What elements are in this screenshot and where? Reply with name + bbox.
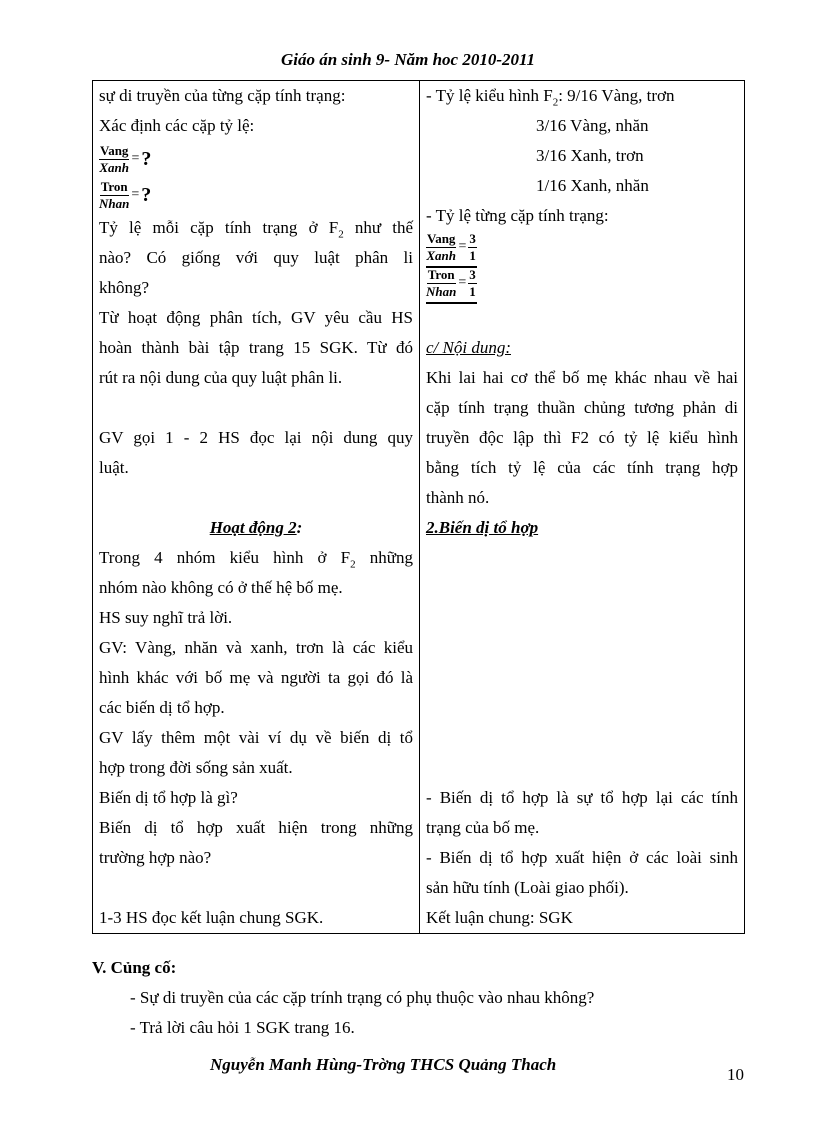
fraction-denominator: Nhan — [99, 195, 130, 211]
content-title: c/ Nội dung: — [426, 338, 511, 357]
left-line: không? — [99, 278, 150, 297]
section-2-heading: 2.Biến dị tổ hợp — [426, 518, 539, 537]
ratio-answer-tron-nhan: $\frac{\text{Tron}}{\text{Nhan}}$ = $\frac{3}{1}$ — [426, 267, 738, 303]
ratio-answer-vang-xanh: $\frac{\text{Vang}}{\text{Xanh}}$ = $\frac{3}{1}$ — [426, 231, 738, 267]
right-line: 3/16 Vàng, nhăn — [536, 116, 649, 135]
fraction-denominator: Xanh — [99, 159, 130, 175]
right-line: - Tỷ lệ kiểu hình $F_2$: 9/16 Vàng, trơn — [426, 86, 675, 109]
right-line: thành nó. — [426, 488, 490, 507]
left-line: Tỷ lệ mỗi cặp tính trạng ở $F_2$ như thế — [99, 218, 414, 241]
fraction-numerator: Tron — [427, 266, 455, 282]
page-header: Giáo án sinh 9- Năm hoc 2010-2011 — [280, 50, 536, 69]
consolidation-item: - Trả lời câu hỏi 1 SGK trang 16. — [130, 1018, 355, 1037]
right-line: Kết luận chung: SGK — [426, 908, 573, 927]
activity-2-heading: Hoạt động 2: — [209, 518, 303, 537]
right-line: - Biến dị tổ hợp là sự tổ hợp lại các tính — [426, 788, 738, 807]
left-line: 1-3 HS đọc kết luận chung SGK. — [99, 908, 324, 927]
lesson-table — [92, 80, 745, 934]
fraction-denominator: Nhan — [426, 283, 457, 299]
left-line: luật. — [99, 458, 129, 477]
left-line: nào? Có giống với quy luật phân li — [99, 248, 413, 267]
fraction-numerator: 3 — [469, 266, 476, 282]
right-line: 1/16 Xanh, nhăn — [536, 176, 649, 195]
right-line: truyền độc lập thì F2 có tỷ lệ kiểu hình — [426, 428, 738, 447]
left-line: GV gọi 1 - 2 HS đọc lại nội dung quy — [99, 428, 413, 447]
left-line: GV lấy thêm một vài ví dụ về biến dị tổ — [99, 728, 413, 747]
right-line: Khi lai hai cơ thể bố mẹ khác nhau về hai — [426, 368, 738, 387]
fraction-numerator: 3 — [469, 230, 476, 246]
consolidation-title: V. Củng cố: — [92, 958, 177, 977]
page-number: 10 — [727, 1065, 744, 1084]
right-line: cặp tính trạng thuần chủng tương phản di — [426, 398, 738, 417]
right-line: bằng tích tỷ lệ của các tính trạng hợp — [426, 458, 738, 477]
left-line: HS suy nghĩ trả lời. — [99, 608, 233, 627]
left-line: hoàn thành bài tập trang 15 SGK. Từ đó — [99, 338, 413, 357]
fraction-denominator: Xanh — [426, 247, 457, 263]
right-line: sản hữu tính (Loài giao phối). — [426, 878, 629, 897]
page-footer: Nguyễn Manh Hùng-Trờng THCS Quảng Thach — [210, 1055, 557, 1074]
fraction-numerator: Vang — [100, 142, 129, 158]
left-line: Từ hoạt động phân tích, GV yêu cầu HS — [99, 308, 413, 327]
left-line: hợp trong đời sống sản xuất. — [99, 758, 293, 777]
right-column — [420, 81, 745, 934]
right-line: 3/16 Xanh, trơn — [536, 146, 644, 165]
fraction-numerator: Tron — [100, 178, 128, 194]
right-line: trạng của bố mẹ. — [426, 818, 540, 837]
right-line: - Tỷ lệ từng cặp tính trạng: — [426, 206, 609, 225]
left-line: Biến dị tổ hợp xuất hiện trong những — [99, 818, 413, 837]
fraction-denominator: 1 — [469, 283, 476, 299]
ratio-question-vang-xanh: $\frac{\text{Vang}}{\text{Xanh}}$ = ? — [99, 142, 152, 175]
left-column — [93, 81, 420, 934]
left-line: nhóm nào không có ở thế hệ bố mẹ. — [99, 578, 343, 597]
fraction-denominator: 1 — [469, 247, 476, 263]
left-line: GV: Vàng, nhăn và xanh, trơn là các kiểu — [99, 638, 413, 657]
consolidation-item: - Sự di truyền của các cặp trính trạng có phụ thuộc vào nhau không? — [130, 988, 595, 1007]
left-line: trường hợp nào? — [99, 848, 212, 867]
left-line: hình khác với bố mẹ và người ta gọi đó là — [99, 668, 413, 687]
question-mark: ? — [141, 148, 152, 170]
left-line: sự di truyền của từng cặp tính trạng: — [99, 86, 346, 105]
question-mark: ? — [141, 184, 152, 206]
fraction-numerator: Vang — [427, 230, 456, 246]
left-line: các biến dị tổ hợp. — [99, 698, 225, 717]
right-line: - Biến dị tổ hợp xuất hiện ở các loài sinh — [426, 848, 738, 867]
ratio-question-tron-nhan: $\frac{\text{Tron}}{\text{Nhan}}$ = ? — [99, 178, 152, 211]
left-line: Trong 4 nhóm kiểu hình ở $F_2$ những — [99, 548, 414, 571]
left-line: Biến dị tổ hợp là gì? — [99, 788, 238, 807]
left-line: Xác định các cặp tỷ lệ: — [99, 116, 255, 135]
left-line: rút ra nội dung của quy luật phân li. — [99, 368, 343, 387]
